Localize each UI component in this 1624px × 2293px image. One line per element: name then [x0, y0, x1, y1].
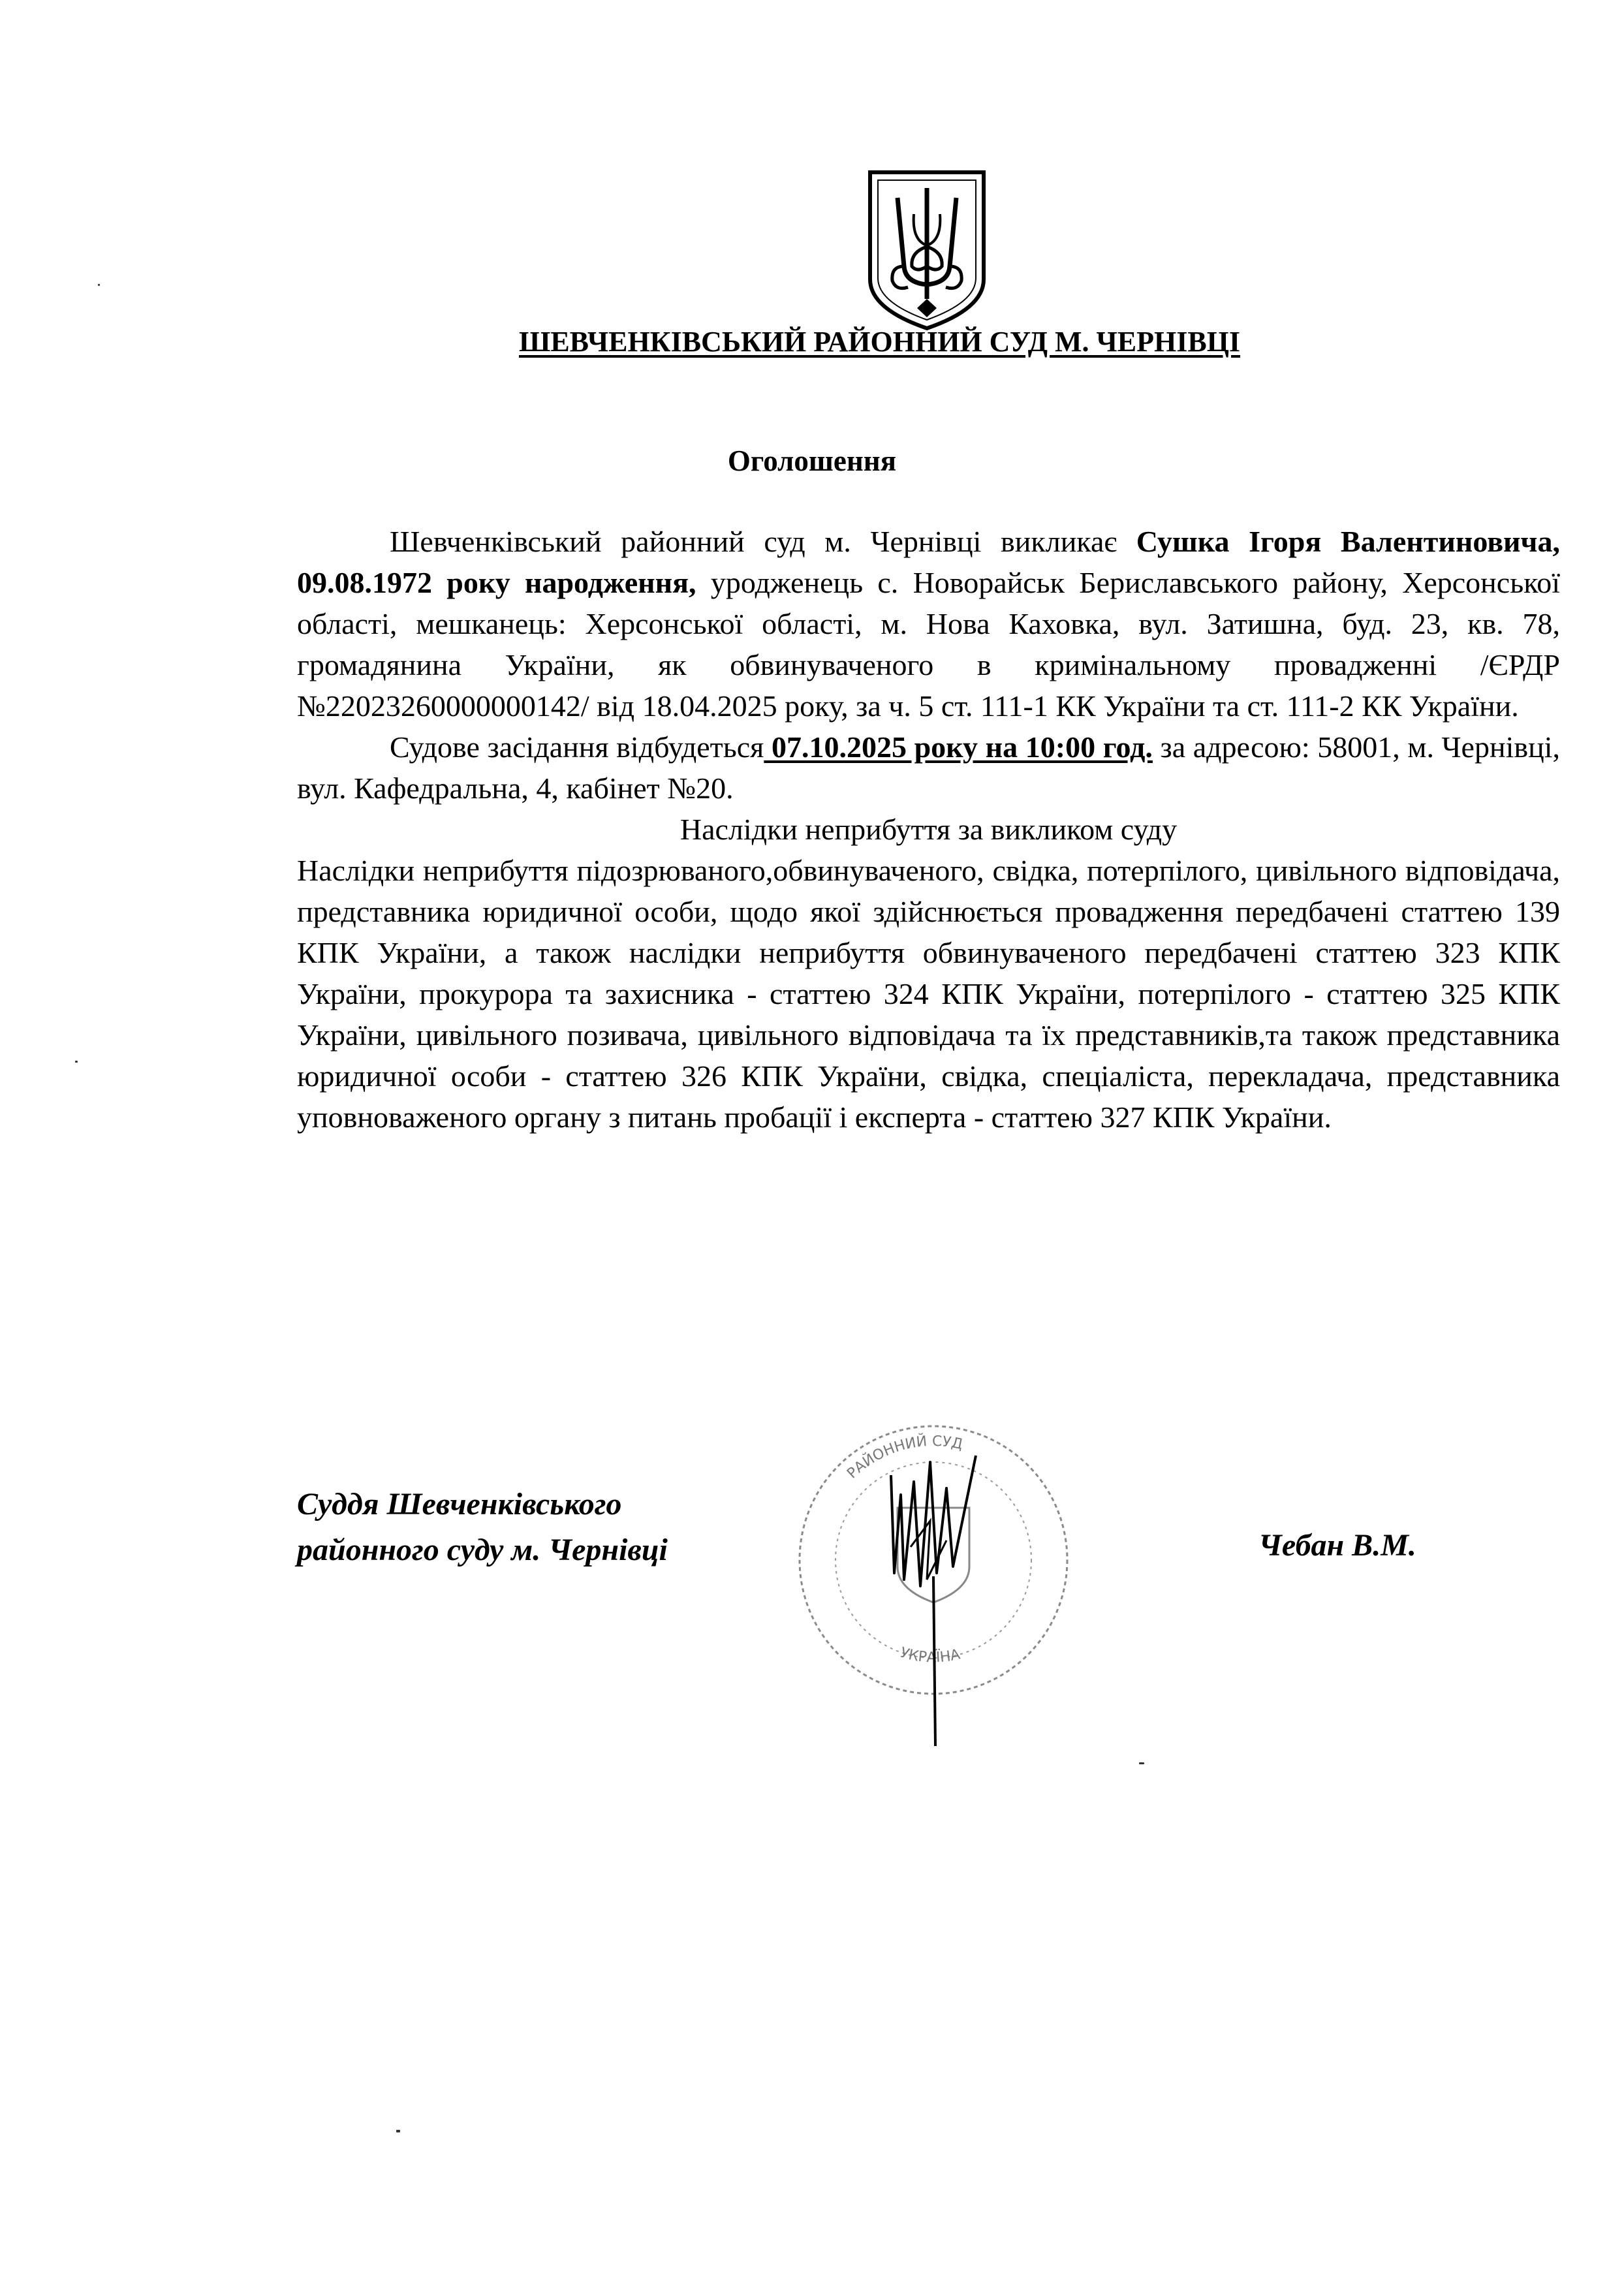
judge-title-line-2: районного суду м. Чернівці	[297, 1533, 668, 1567]
summons-intro: Шевченківський районний суд м. Чернівці викликає	[390, 525, 1136, 558]
coat-of-arms-icon	[865, 168, 989, 332]
scan-speck	[98, 284, 100, 286]
hearing-address: за адресою: 58001, м. Чернівці, вул. Кафедральна, 4, кабінет №20.	[297, 730, 1560, 805]
court-seal-with-signature	[780, 1410, 1087, 1749]
scan-speck	[75, 1061, 78, 1063]
seal-top-text: РАЙОННИЙ СУД	[844, 1433, 965, 1482]
judge-name: Чебан В.М.	[1258, 1528, 1416, 1563]
consequences-text: Наслідки неприбуття підозрюваного,обвинуваченого, свідка, потерпілого, цивільного відповідача, представника юридичної особи, щодо якої здійснюється провадження передбачені статтею 139 КПК України, а також наслідки неприбуття обвинуваченого передбачені статтею 323 КПК України, прокурора та захисника - статтею 324 КПК України, потерпілого - статтею 325 КПК України, цивільного позивача, цивільного відповідача та їх представників,та також представника юридичної особи - статтею 326 КПК України, свідка, спеціаліста, перекладача, представника уповноваженого органу з питань пробації і експерта - статтею 327 КПК України.	[297, 854, 1560, 1134]
hearing-datetime: 07.10.2025 року на 10:00 год.	[764, 730, 1153, 764]
scan-speck	[1139, 1762, 1144, 1764]
summons-paragraph	[297, 521, 1560, 726]
court-name-heading: ШЕВЧЕНКІВСЬКИЙ РАЙОННИЙ СУД М. ЧЕРНІВЦІ	[519, 326, 1241, 358]
judge-title-line-1: Суддя Шевченківського	[297, 1487, 622, 1521]
consequences-heading: Наслідки неприбуття за викликом суду	[679, 813, 1178, 846]
scan-speck	[396, 2130, 400, 2132]
hearing-paragraph	[297, 726, 1560, 809]
summons-details: уродженець с. Новорайськ Бериславського району, Херсонської області, мешканець: Херсонської області, м. Нова Каховка, вул. Затишна, буд. 23, кв. 78, громадянина України, як обвинуваченого в кримінальному провадженні /ЄРДР №22023260000000142/ від 18.04.2025 року, за ч. 5 ст. 111-1 КК України та ст. 111-2 КК України.	[297, 566, 1560, 723]
document-body	[297, 521, 1560, 1138]
hearing-prefix: Судове засідання відбудеться	[390, 730, 764, 764]
document-title: Оголошення	[727, 445, 897, 477]
summoned-person: Сушка Ігоря Валентиновича, 09.08.1972 року народження,	[297, 525, 1560, 599]
judge-title	[297, 1482, 668, 1573]
seal-bottom-text: УКРАЇНА	[898, 1644, 962, 1666]
